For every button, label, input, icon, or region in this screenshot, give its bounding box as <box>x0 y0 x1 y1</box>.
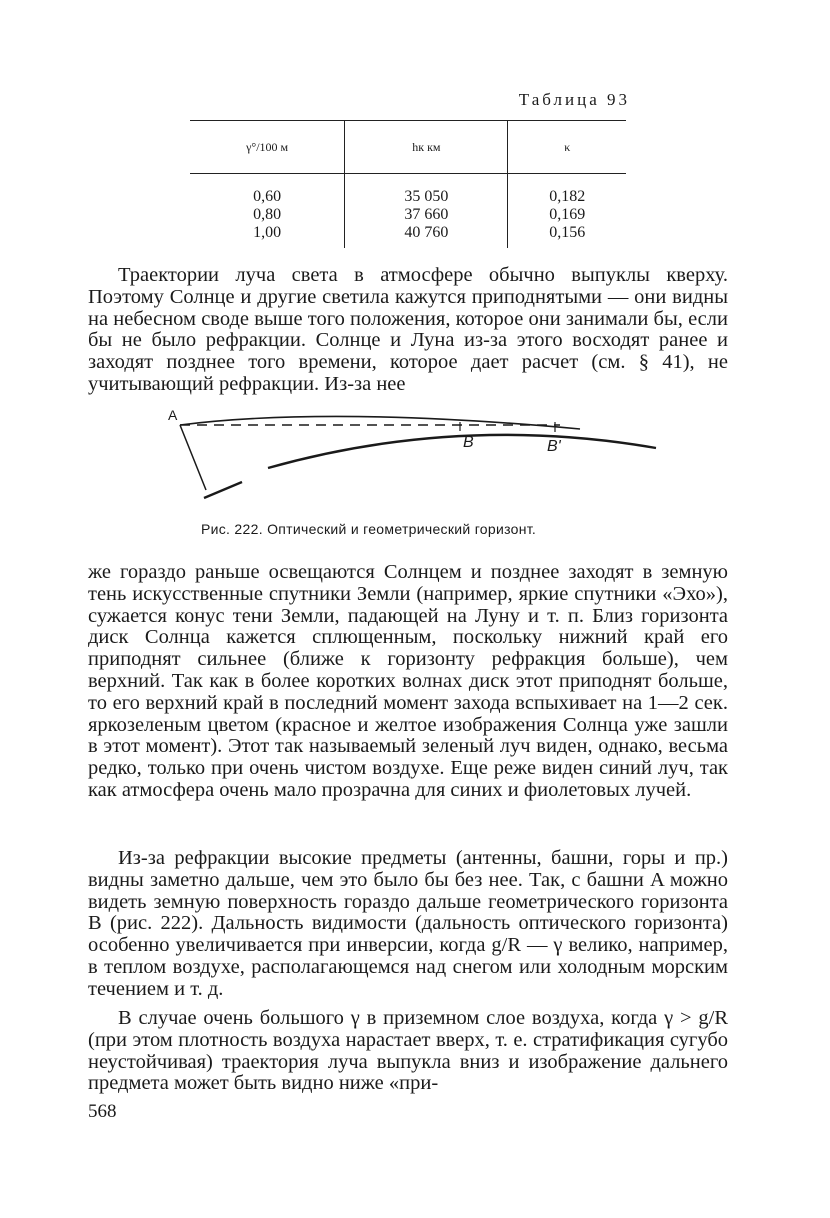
table-row <box>190 224 626 248</box>
table-cell: 35 050 <box>345 174 508 207</box>
table-cell: 0,80 <box>253 206 282 223</box>
table-cell: 0,156 <box>549 224 586 241</box>
label-b-prime: B' <box>547 438 561 455</box>
horizon-diagram <box>160 404 660 514</box>
table-header-gamma: γ°/100 м <box>190 121 345 174</box>
table-cell: 40 760 <box>345 224 508 248</box>
figure-horizon-diagram <box>160 404 660 514</box>
label-b: B <box>463 434 474 451</box>
paragraph-green-ray: же гораздо раньше освещаются Солнцем и позднее заходят в земную тень искусственные спутники Земли (например, яркие спутники «Эхо»), сужается конус тени Земли, падающей на Луну и т. п. Близ горизонта диск Солнца кажется сплющенным, поскольку нижний край его приподнят сильнее (ближе к горизонту рефракция больше), чем верхний. Так как в более коротких волнах диск этот приподнят больше, то его верхний край в последний момент захода вспыхивает на 1—2 сек. яркозеленым цветом (красное и желтое изображения Солнца уже зашли в этот момент). Этот так называемый зеленый луч виден, однако, весьма редко, только при очень чистом воздухе. Еще реже виден синий луч, так как атмосфера очень мало прозрачна для синих и фиолетовых лучей. <box>88 561 728 801</box>
data-table <box>190 120 626 248</box>
paragraph-optical-horizon: Из-за рефракции высокие предметы (антенны, башни, горы и пр.) видны заметно дальше, чем это было бы без нее. Так, с башни A можно видеть земную поверхность гораздо дальше геометрического горизонта B (рис. 222). Дальность видимости (дальность оптического горизонта) особенно увеличивается при инверсии, когда g/R — γ велико, например, в теплом воздухе, располагающемся над снегом или холодным морским течением и т. д. <box>88 847 728 1000</box>
table-caption: Таблица 93 <box>518 90 630 109</box>
table-cell: 0,169 <box>549 206 586 223</box>
paragraph-large-gamma: В случае очень большого γ в приземном слое воздуха, когда γ > g/R (при этом плотность воздуха нарастает вверх, т. е. стратификация сугубо неустойчивая) траектория луча выпукла вниз и изображение дальнего предмета может быть видно ниже «при- <box>88 1007 728 1095</box>
table-header-row <box>190 121 626 174</box>
table-row <box>190 174 626 207</box>
table-cell: 0,182 <box>549 188 586 205</box>
table-cell: 37 660 <box>345 206 508 224</box>
paragraph-refraction-intro: Траектории луча света в атмосфере обычно выпуклы кверху. Поэтому Солнце и другие светила кажутся приподнятыми — они видны на небесном своде выше того положения, которое они занимали бы, если бы не было рефракции. Солнце и Луна из-за этого восходят ранее и заходят позднее того времени, которое дает расчет (см. § 41), не учитывающий рефракции. Из-за нее <box>88 264 728 395</box>
table-header-hk: hк км <box>345 121 508 174</box>
refracted-ray-curve <box>180 416 580 429</box>
table-cell: 0,60 <box>253 188 282 205</box>
page-number: 568 <box>88 1101 117 1122</box>
earth-surface-left <box>204 482 242 498</box>
figure-caption: Рис. 222. Оптический и геометрический горизонт. <box>201 521 537 537</box>
table-cell: 1,00 <box>253 224 282 241</box>
label-a: A <box>168 407 178 423</box>
table-row <box>190 206 626 224</box>
tower-line <box>180 425 206 490</box>
table-header-kappa: κ <box>508 121 626 174</box>
earth-surface-right <box>268 435 656 468</box>
